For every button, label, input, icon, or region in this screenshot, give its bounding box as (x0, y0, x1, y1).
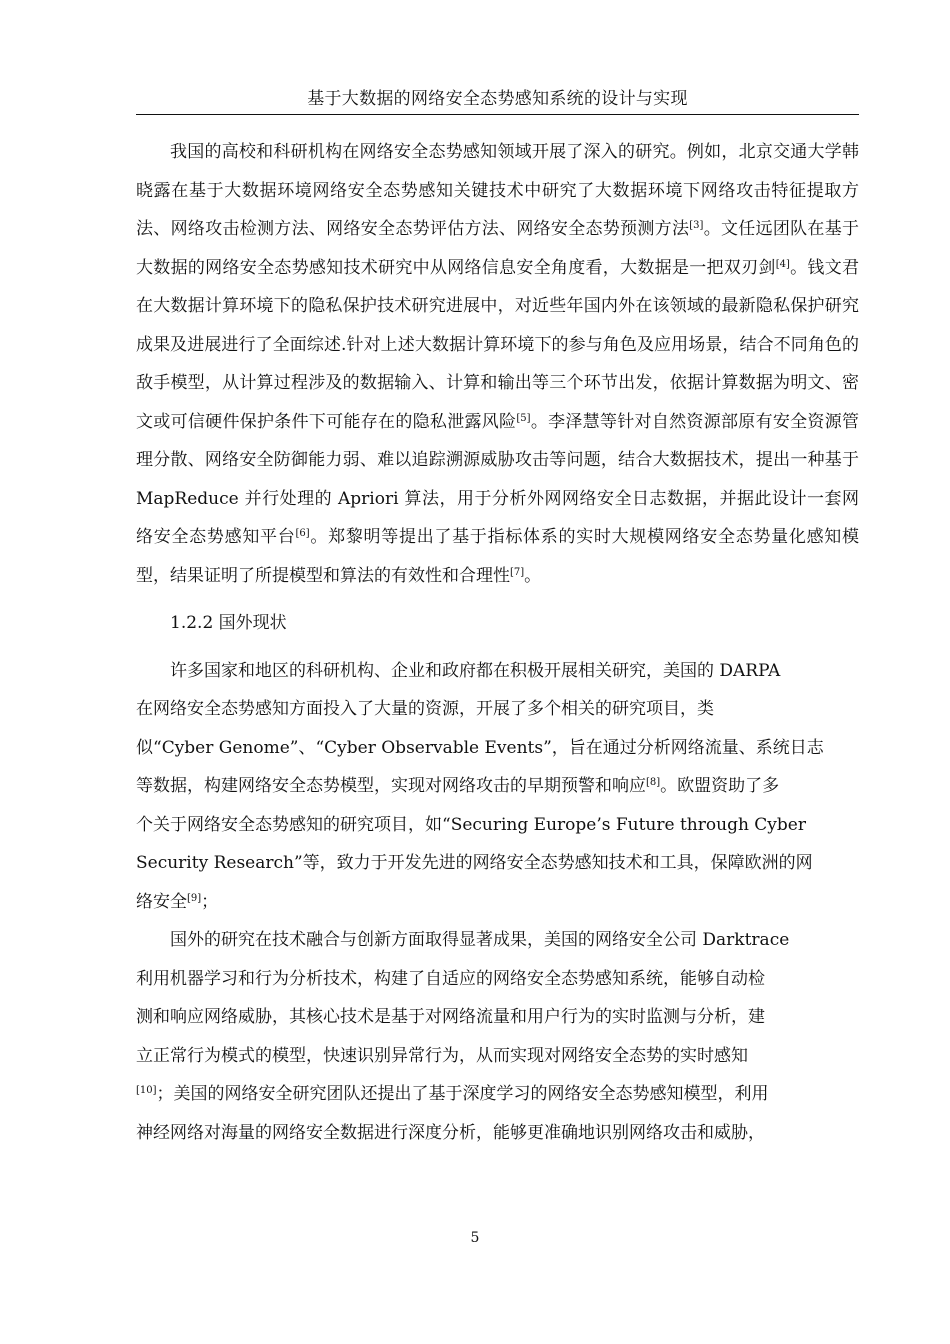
paragraph-line (136, 883, 859, 922)
citation-ref: [10] (136, 1085, 157, 1096)
paragraph-text: 等数据，构建网络安全态势模型，实现对网络攻击的早期预警和响应 (136, 776, 646, 796)
paragraph-line: 似“Cyber Genome”、“Cyber Observable Events”，旨在通过分析网络流量、系统日志 (136, 737, 824, 758)
citation-ref: [9] (187, 892, 202, 904)
running-header: 基于大数据的网络安全态势感知系统的设计与实现 (307, 89, 688, 109)
paragraph-line (136, 767, 859, 806)
citation-ref: [5] (516, 412, 531, 424)
paragraph-line (136, 1075, 859, 1114)
paragraph-text: 。李泽慧等针对自然资源部原有安全资源管理分散、网络安全防御能力弱、难以追踪溯源威胁攻击等问题，结合大数据技术，提出一种基于 MapReduce 并行处理的 Apriori 算法，用于分析外网网络安全日志数据，并据此设计一套网络安全态势感知平台 (136, 411, 860, 547)
paragraph-line: Security Research”等，致力于开发先进的网络安全态势感知技术和工具，保障欧洲的网 (136, 853, 813, 873)
paragraph-line: 国外的研究在技术融合与创新方面取得显著成果，美国的网络安全公司 Darktrace (170, 930, 790, 950)
section-heading: 1.2.2 国外现状 (170, 613, 287, 633)
paragraph-text: 。郑黎明等提出了基于指标体系的实时大规模网络安全态势量化感知模型，结果证明了所提模型和算法的有效性和合理性 (136, 527, 860, 586)
paragraph-text: ；美国的网络安全研究团队还提出了基于深度学习的网络安全态势感知模型，利用 (156, 1084, 769, 1104)
paragraph-text: 我国的高校和科研机构在网络安全态势感知领域开展了深入的研究。例如，北京交通大学韩晓露在基于大数据环境网络安全态势感知关键技术中研究了大数据环境下网络攻击特征提取方法、网络攻击检测方法、网络安全态势评估方法、网络安全态势预测方法 (136, 142, 859, 239)
header-rule (136, 114, 859, 115)
paragraph-line: 许多国家和地区的科研机构、企业和政府都在积极开展相关研究，美国的 DARPA (170, 660, 781, 681)
paragraph-text: 。钱文君在大数据计算环境下的隐私保护技术研究进展中，对近些年国内外在该领域的最新隐私保护研究成果及进展进行了全面综述.针对上述大数据计算环境下的参与角色及应用场景，结合不同角色的敌手模型，从计算过程涉及的数据输入、计算和输出等三个环节出发，依据计算数据为明文、密文或可信硬件保护条件下可能存在的隐私泄露风险 (136, 257, 860, 432)
page-number: 5 (470, 1230, 480, 1246)
paragraph-line: 测和响应网络威胁，其核心技术是基于对网络流量和用户行为的实时监测与分析，建 (136, 1007, 765, 1027)
paragraph-text: 。欧盟资助了多 (660, 776, 780, 796)
paragraph-line: 神经网络对海量的网络安全数据进行深度分析，能够更准确地识别网络攻击和威胁， (136, 1122, 765, 1143)
paragraph-text: 。 (524, 565, 542, 586)
paragraph-foreign-research (136, 652, 859, 922)
citation-ref: [6] (295, 528, 310, 539)
citation-ref: [4] (775, 258, 790, 270)
paragraph-line: 个关于网络安全态势感知的研究项目，如“Securing Europe’s Future through Cyber (136, 814, 806, 835)
citation-ref: [3] (689, 220, 704, 231)
paragraph-line: 立正常行为模式的模型，快速识别异常行为，从而实现对网络安全态势的实时感知 (136, 1045, 748, 1066)
paragraph-domestic-research (136, 133, 859, 595)
paragraph-line: 利用机器学习和行为分析技术，构建了自适应的网络安全态势感知系统，能够自动检 (136, 968, 765, 989)
citation-ref: [8] (646, 777, 661, 788)
citation-ref: [7] (510, 566, 525, 578)
paragraph-technology-fusion (136, 921, 859, 1152)
paragraph-line: 在网络安全态势感知方面投入了大量的资源，开展了多个相关的研究项目，类 (136, 699, 714, 719)
paragraph-text: ； (201, 891, 219, 912)
paragraph-text: 络安全 (136, 891, 187, 912)
paragraph-text: 。文任远团队在基于大数据的网络安全态势感知技术研究中从网络信息安全角度看，大数据是一把双刃剑 (136, 219, 860, 278)
body-text (136, 133, 859, 1152)
